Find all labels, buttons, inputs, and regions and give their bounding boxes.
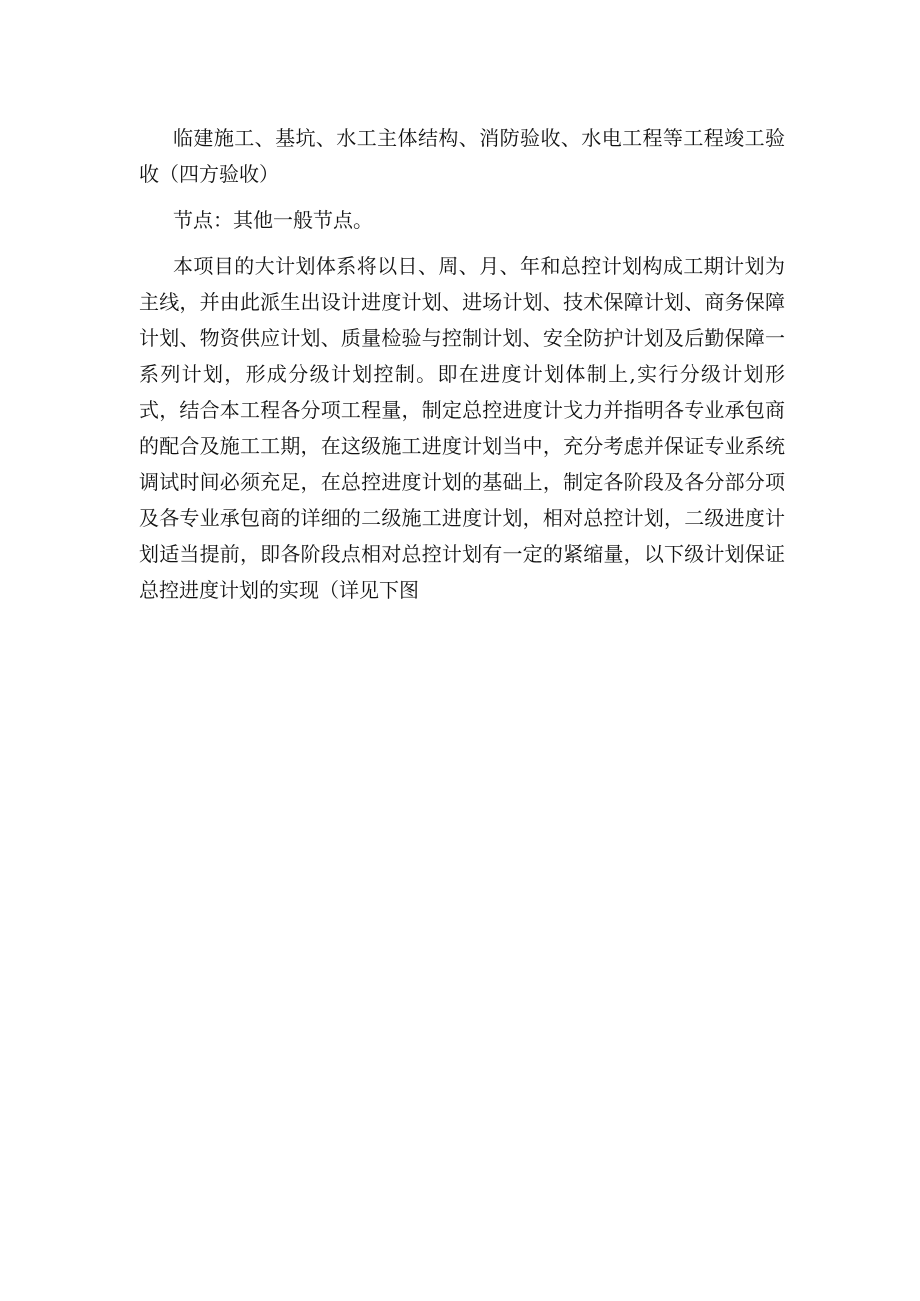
paragraph-plan-system: 本项目的大计划体系将以日、周、月、年和总控计划构成工期计划为主线，并由此派生出设计进度计划、进场计划、技术保障计划、商务保障计划、物资供应计划、质量检验与控制计划、安全防护计划及后勤保障一系列计划，形成分级计划控制。即在进度计划体制上,实行分级计划形式，结合本工程各分项工程量，制定总控进度计戈力并指明各专业承包商的配合及施工工期，在这级施工进度计划当中，充分考虑并保证专业系统调试时间必须充足，在总控进度计划的基础上，制定各阶段及各分部分项及各专业承包商的详细的二级施工进度计划，相对总控计划，二级进度计划适当提前，即各阶段点相对总控计划有一定的紧缩量，以下级计划保证总控进度计划的实现（详见下图 <box>139 254 785 602</box>
paragraph-acceptance-items: 临建施工、基坑、水工主体结构、消防验收、水电工程等工程竣工验收（四方验收） <box>139 126 785 186</box>
document-body <box>139 120 785 608</box>
paragraph-node-note: 节点：其他一般节点。 <box>173 208 373 232</box>
